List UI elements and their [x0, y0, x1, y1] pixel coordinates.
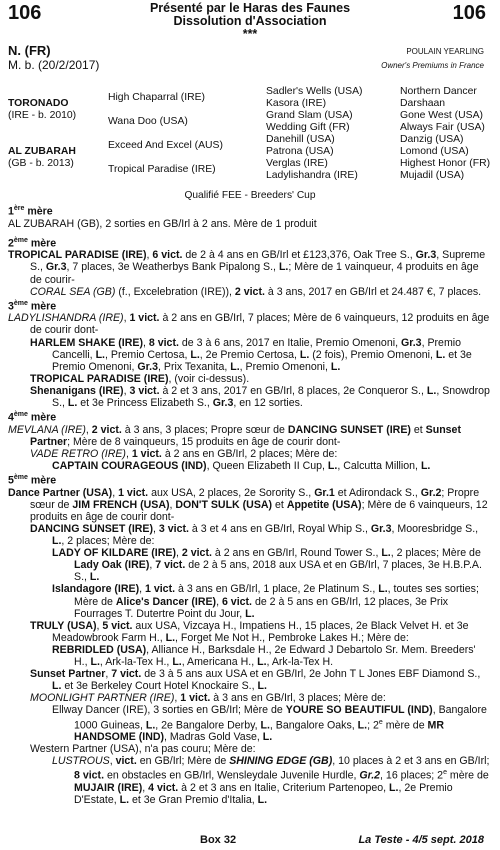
section-3eme-mere: 3ème mère [8, 299, 57, 313]
sale-location-date: La Teste - 4/5 sept. 2018 [358, 834, 484, 846]
pedigree-ggg: Gone West (USA) [400, 110, 483, 121]
pedigree-ggg: Always Fair (USA) [400, 122, 485, 133]
horse-identity [8, 44, 484, 72]
pedigree-table [8, 86, 494, 186]
pedigree-g2: Wana Doo (USA) [108, 116, 188, 127]
dam-name: AL ZUBARAH [8, 146, 76, 157]
pedigree-ggg: Highest Honor (FR) [400, 158, 491, 169]
pedigree-ggg: Mujadil (USA) [400, 170, 465, 181]
premium-note: Owner's Premiums in France [381, 61, 484, 70]
progeny-entry: VADE RETRO (IRE), 1 vict. à 2 ans en GB/Irl, 2 places; Mère de: [30, 447, 338, 460]
progeny-entry: TROPICAL PARADISE (IRE), (voir ci-dessus). [30, 372, 250, 385]
section-4eme-mere: 4ème mère [8, 411, 57, 424]
second-dam-record: TROPICAL PARADISE (IRE), 6 vict. de 2 à 4 ans en GB/Irl et £123,376, Oak Tree S., Gr.3, Supreme S., Gr.3, 7 places, 3e Weatherbys Bank Pipalong S., L.; Mère de 1 vainqueur, 4 produits en âge de courir- [8, 249, 486, 286]
progeny-entry: DANCING SUNSET (IRE), 3 vict. à 3 et 4 ans en GB/Irl, Royal Whip S., Gr.3, Mooresbridge S., L., 2 places; Mère de: [30, 523, 479, 548]
consignor-title: Présenté par le Haras des Faunes Dissolution d'Association *** [149, 1, 351, 41]
pedigree-ggg: Danzig (USA) [400, 134, 464, 145]
catalogue-body [8, 203, 492, 806]
pedigree-gg: Patrona (USA) [266, 146, 334, 157]
progeny-entry: LADY OF KILDARE (IRE), 2 vict. à 2 ans en GB/Irl, Round Tower S., L., 2 places; Mère de Lady Oak (IRE), 7 vict. de 2 à 5 ans, 2018 aux USA et en GB/Irl, 7 places, 3e H.B.P.A. S., L. [52, 547, 482, 584]
progeny-entry: Sunset Partner, 7 vict. de 3 à 5 ans aux USA et en GB/Irl, 2e John T L Jones EBF Diamond S., L. et 3e Berkeley Court Hotel Knockaire S., L. [30, 668, 481, 693]
progeny-entry: CAPTAIN COURAGEOUS (IND), Queen Elizabeth II Cup, L., Calcutta Million, L. [52, 460, 431, 472]
section-2eme-mere: 2ème mère [8, 236, 57, 250]
horse-name: N. (FR) [8, 43, 51, 58]
progeny-entry: Islandagore (IRE), 1 vict. à 3 ans en GB/Irl, 1 place, 2e Platinum S., L., toutes ses sorties; Mère de Alice's Dancer (IRE), 6 vict. de 2 à 5 ans en GB/Irl, 12 places, 3e Prix Fourrages T. Dutertre Point du Jour, L. [52, 583, 479, 620]
pedigree-ggg: Darshaan [400, 98, 446, 109]
progeny-entry: Ellway Dancer (IRE), 3 sorties en GB/Irl; Mère de YOURE SO BEAUTIFUL (IND), Bangalore 1000 Guineas, L., 2e Bangalore Derby, L., Bangalore Oaks, L.; 2e mère de MR HANDSOME (IND), Madras Gold Vase, L. [52, 704, 487, 744]
lot-number-right: 106 [452, 2, 486, 24]
pedigree-gg: Wedding Gift (FR) [266, 122, 350, 133]
pedigree-gg: Ladylishandra (IRE) [266, 170, 358, 181]
progeny-entry: REBRIDLED (USA), Alliance H., Barksdale H., 2e Edward J Debartolo Sr. Mem. Breeders' H., L., Ark-la-Tex H., L., Americana H., L., Ark-la-Tex H. [52, 643, 476, 669]
pedigree-ggg: Lomond (USA) [400, 146, 469, 157]
pedigree-gg: Kasora (IRE) [266, 98, 327, 109]
third-dam-record: LADYLISHANDRA (IRE), 1 vict. à 2 ans en GB/Irl, 7 places; Mère de 6 vainqueurs, 12 produits en âge de courir dont- [8, 312, 490, 337]
qualification-note: Qualifié FEE - Breeders' Cup [184, 190, 316, 201]
pedigree-g3: Exceed And Excel (AUS) [108, 140, 223, 151]
progeny-entry: HARLEM SHAKE (IRE), 8 vict. de 3 à 6 ans, 2017 en Italie, Premio Omenoni, Gr.3, Premio Cancelli, L., Premio Certosa, L., 2e Premio Certosa, L. (2 fois), Premio Omenoni, L. et 3e Premio Omenoni, Gr.3, Prix Texanita, L., Premio Omenoni, L. [30, 336, 472, 373]
pedigree-ggg: Northern Dancer [400, 86, 477, 97]
pedigree-gg: Grand Slam (USA) [266, 110, 353, 121]
progeny-entry: CORAL SEA (GB) (f., Excelebration (IRE)), 2 vict. à 3 ans, 2017 en GB/Irl et 24.487 €, 7 places. [30, 285, 482, 298]
pedigree-g4: Tropical Paradise (IRE) [108, 164, 216, 175]
dam-info: (GB - b. 2013) [8, 158, 74, 169]
sale-category: POULAIN YEARLING [406, 47, 484, 56]
progeny-entry: MOONLIGHT PARTNER (IRE), 1 vict. à 3 ans en GB/Irl, 3 places; Mère de: [30, 692, 386, 705]
pedigree-g1: High Chaparral (IRE) [108, 92, 206, 103]
page-header [0, 2, 500, 40]
progeny-entry: Western Partner (USA), n'a pas couru; Mère de: [30, 743, 256, 756]
box-number: Box 32 [200, 834, 237, 846]
progeny-entry: Shenanigans (IRE), 3 vict. à 2 et 3 ans, 2017 en GB/Irl, 8 places, 2e Conqueror S., L., Snowdrop S., L. et 3e Princess Elizabeth S., Gr.3, en 12 sorties. [30, 384, 490, 409]
pedigree-gg: Verglas (IRE) [266, 158, 328, 169]
sire-name: TORONADO [8, 98, 69, 109]
dam-record: AL ZUBARAH (GB), 2 sorties en GB/Irl à 2 ans. Mère de 1 produit [8, 217, 317, 230]
horse-description: M. b. (20/2/2017) [8, 58, 100, 72]
section-1ere-mere: 1ère mère [8, 205, 53, 218]
lot-number-left: 106 [8, 2, 42, 24]
fourth-dam-record: MEVLANA (IRE), 2 vict. à 3 ans, 3 places; Propre sœur de DANCING SUNSET (IRE) et Sunset Partner; Mère de 8 vainqueurs, 15 produits en âge de courir dont- [8, 423, 461, 448]
sire-info: (IRE - b. 2010) [8, 110, 77, 121]
progeny-entry: TRULY (USA), 5 vict. aux USA, Vizcaya H., Impatiens H., 15 places, 2e Black Velvet H. et 3e Meadowbrook Farm H., L., Forget Me Not H., Pembroke Lakes H.; Mère de: [30, 619, 469, 644]
pedigree-gg: Sadler's Wells (USA) [266, 86, 363, 97]
pedigree-gg: Danehill (USA) [266, 134, 335, 145]
fifth-dam-record: Dance Partner (USA), 1 vict. aux USA, 2 places, 2e Sorority S., Gr.1 et Adirondack S., Gr.2; Propre sœur de JIM FRENCH (USA), DON'T SULK (USA) et Appetite (USA); Mère de 6 vainqueurs, 12 produits en âge de courir dont- [8, 486, 488, 523]
section-5eme-mere: 5ème mère [8, 474, 57, 487]
progeny-entry: LUSTROUS, vict. en GB/Irl; Mère de SHINING EDGE (GB), 10 places à 2 et 3 ans en GB/Irl; 8 vict. en obstacles en GB/Irl, Wensleydale Juvenile Hurdle, Gr.2, 16 places; 2e mère de MUJAIR (IRE), 4 vict. à 2 et 3 ans en Italie, Criterium Partenopeo, L., 2e Premio D'Estate, L. et 3e Gran Premio d'Italia, L. [52, 755, 490, 807]
